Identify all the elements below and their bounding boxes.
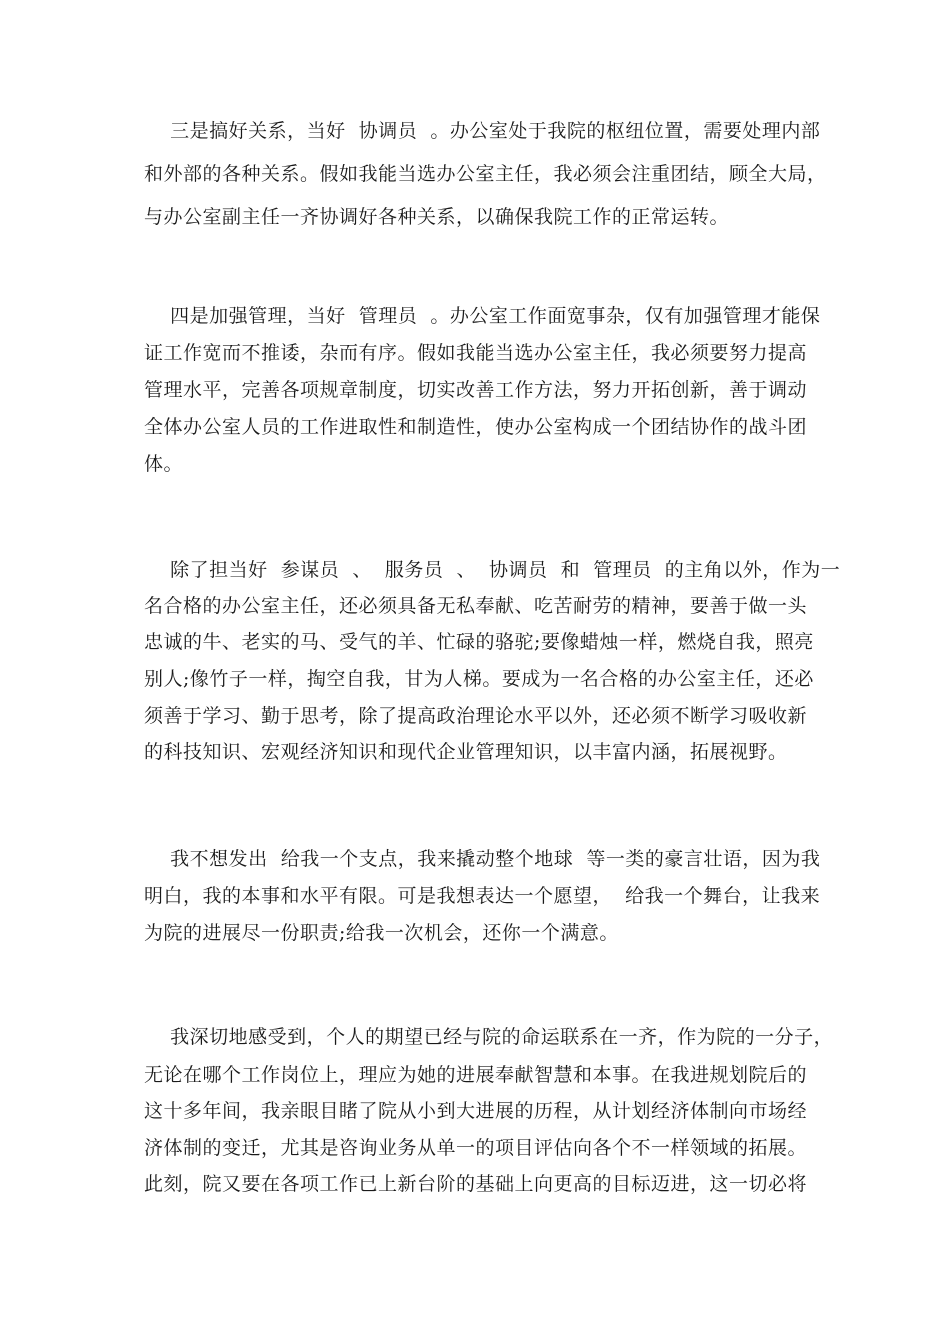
paragraph-2-line-3: 管理水平，完善各项规章制度，切实改善工作方法，努力开拓创新，善于调动	[144, 379, 808, 401]
paragraph-3-line-2: 名合格的办公室主任，还必须具备无私奉献、吃苦耐劳的精神，要善于做一头	[144, 595, 808, 617]
paragraph-4-line-2: 明白，我的本事和水平有限。可是我想表达一个愿望， 给我一个舞台，让我来	[144, 885, 821, 907]
paragraph-1-line-1: 三是搞好关系，当好 协调员 。办公室处于我院的枢纽位置，需要处理内部	[144, 120, 821, 142]
paragraph-1-line-3: 与办公室副主任一齐协调好各种关系，以确保我院工作的正常运转。	[144, 206, 730, 228]
paragraph-4-line-3: 为院的进展尽一份职责;给我一次机会，还你一个满意。	[144, 922, 619, 944]
paragraph-2-line-1: 四是加强管理，当好 管理员 。办公室工作面宽事杂，仅有加强管理才能保	[144, 305, 821, 327]
paragraph-2-line-5: 体。	[144, 453, 184, 475]
paragraph-2-line-4: 全体办公室人员的工作进取性和制造性，使办公室构成一个团结协作的战斗团	[144, 416, 808, 438]
paragraph-5-line-5: 此刻，院又要在各项工作已上新台阶的基础上向更高的目标迈进，这一切必将	[144, 1173, 808, 1195]
paragraph-3-line-1: 除了担当好 参谋员 、 服务员 、 协调员 和 管理员 的主角以外，作为一	[144, 559, 841, 581]
paragraph-3-line-4: 别人;像竹子一样，掏空自我，甘为人梯。要成为一名合格的办公室主任，还必	[144, 668, 814, 690]
paragraph-1-line-2: 和外部的各种关系。假如我能当选办公室主任，我必须会注重团结，顾全大局，	[144, 163, 827, 185]
paragraph-3-line-6: 的科技知识、宏观经济知识和现代企业管理知识，以丰富内涵，拓展视野。	[144, 741, 788, 763]
paragraph-5-line-4: 济体制的变迁，尤其是咨询业务从单一的项目评估向各个不一样领域的拓展。	[144, 1137, 808, 1159]
paragraph-2-line-2: 证工作宽而不推诿，杂而有序。假如我能当选办公室主任，我必须要努力提高	[144, 342, 808, 364]
paragraph-5-line-3: 这十多年间，我亲眼目睹了院从小到大进展的历程，从计划经济体制向市场经	[144, 1100, 808, 1122]
paragraph-3-line-3: 忠诚的牛、老实的马、受气的羊、忙碌的骆驼;要像蜡烛一样，燃烧自我，照亮	[144, 631, 814, 653]
paragraph-4-line-1: 我不想发出 给我一个支点，我来撬动整个地球 等一类的豪言壮语，因为我	[144, 848, 821, 870]
paragraph-5-line-1: 我深切地感受到，个人的期望已经与院的命运联系在一齐，作为院的一分子，	[144, 1026, 834, 1048]
paragraph-5-line-2: 无论在哪个工作岗位上，理应为她的进展奉献智慧和本事。在我进规划院后的	[144, 1064, 808, 1086]
paragraph-3-line-5: 须善于学习、勤于思考，除了提高政治理论水平以外，还必须不断学习吸收新	[144, 705, 808, 727]
